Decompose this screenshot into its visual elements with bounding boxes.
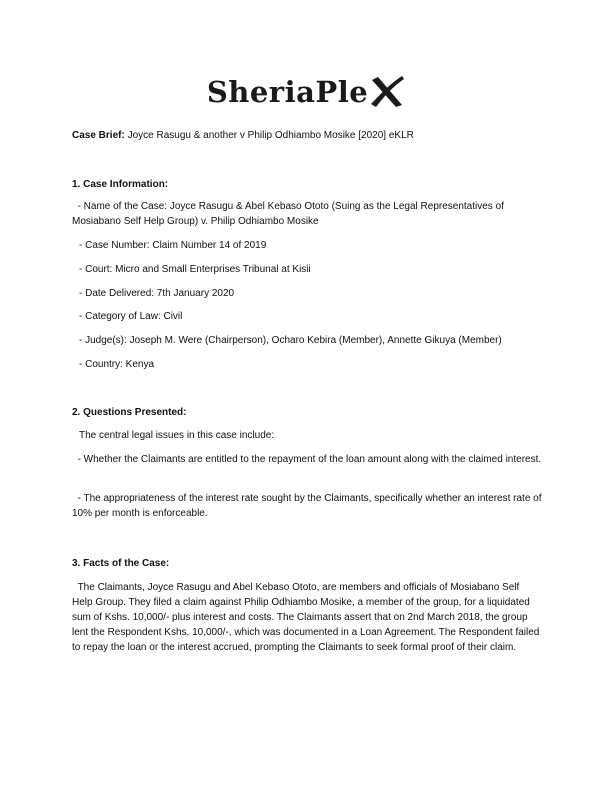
question-item: - The appropriateness of the interest rate sought by the Claimants, specifically whether an interest rate of 10% per month is enforceable. [72,493,545,519]
case-number-item: - Case Number: Claim Number 14 of 2019 [79,240,267,251]
facts-body: The Claimants, Joyce Rasugu and Abel Kebaso Ototo, are members and officials of Mosiabano Self Help Group. They filed a claim against Philip Odhiambo Mosike, a member of the group, for a liquidated sum of Kshs. 10,000/- plus interest and costs. The Claimants assert that on 2nd March 2018, the group lent the Respondent Kshs. 10,000/-, which was documented in a Loan Agreement. The Respondent failed to repay the loan or the interest accrued, prompting the Claimants to seek formal proof of their claim. [72,582,543,653]
country-item: - Country: Kenya [79,359,155,370]
x-mark-icon [369,74,405,108]
questions-intro: The central legal issues in this case include: [79,430,275,441]
case-brief-label: Case Brief: [72,130,125,141]
case-name-item: - Name of the Case: Joyce Rasugu & Abel Kebaso Ototo (Suing as the Legal Representatives of Mosiabano Self Help Group) v. Philip Odhiambo Mosike [72,201,507,227]
section-heading-facts: 3. Facts of the Case: [72,558,170,569]
court-item: - Court: Micro and Small Enterprises Tribunal at Kisii [79,264,311,275]
date-delivered-item: - Date Delivered: 7th January 2020 [79,288,235,299]
logo-text: SheriaPle [206,75,369,109]
case-brief-line [72,128,542,143]
sheriaplex-logo [0,74,612,118]
question-item: - Whether the Claimants are entitled to the repayment of the loan amount along with the claimed interest. [72,454,542,465]
category-of-law-item: - Category of Law: Civil [79,311,183,322]
section-heading-questions-presented: 2. Questions Presented: [72,407,187,418]
section-heading-case-information: 1. Case Information: [72,179,169,190]
judges-item: - Judge(s): Joseph M. Were (Chairperson), Ocharo Kebira (Member), Annette Gikuya (Member) [79,335,502,346]
case-brief-title: Joyce Rasugu & another v Philip Odhiambo Mosike [2020] eKLR [124,130,414,141]
